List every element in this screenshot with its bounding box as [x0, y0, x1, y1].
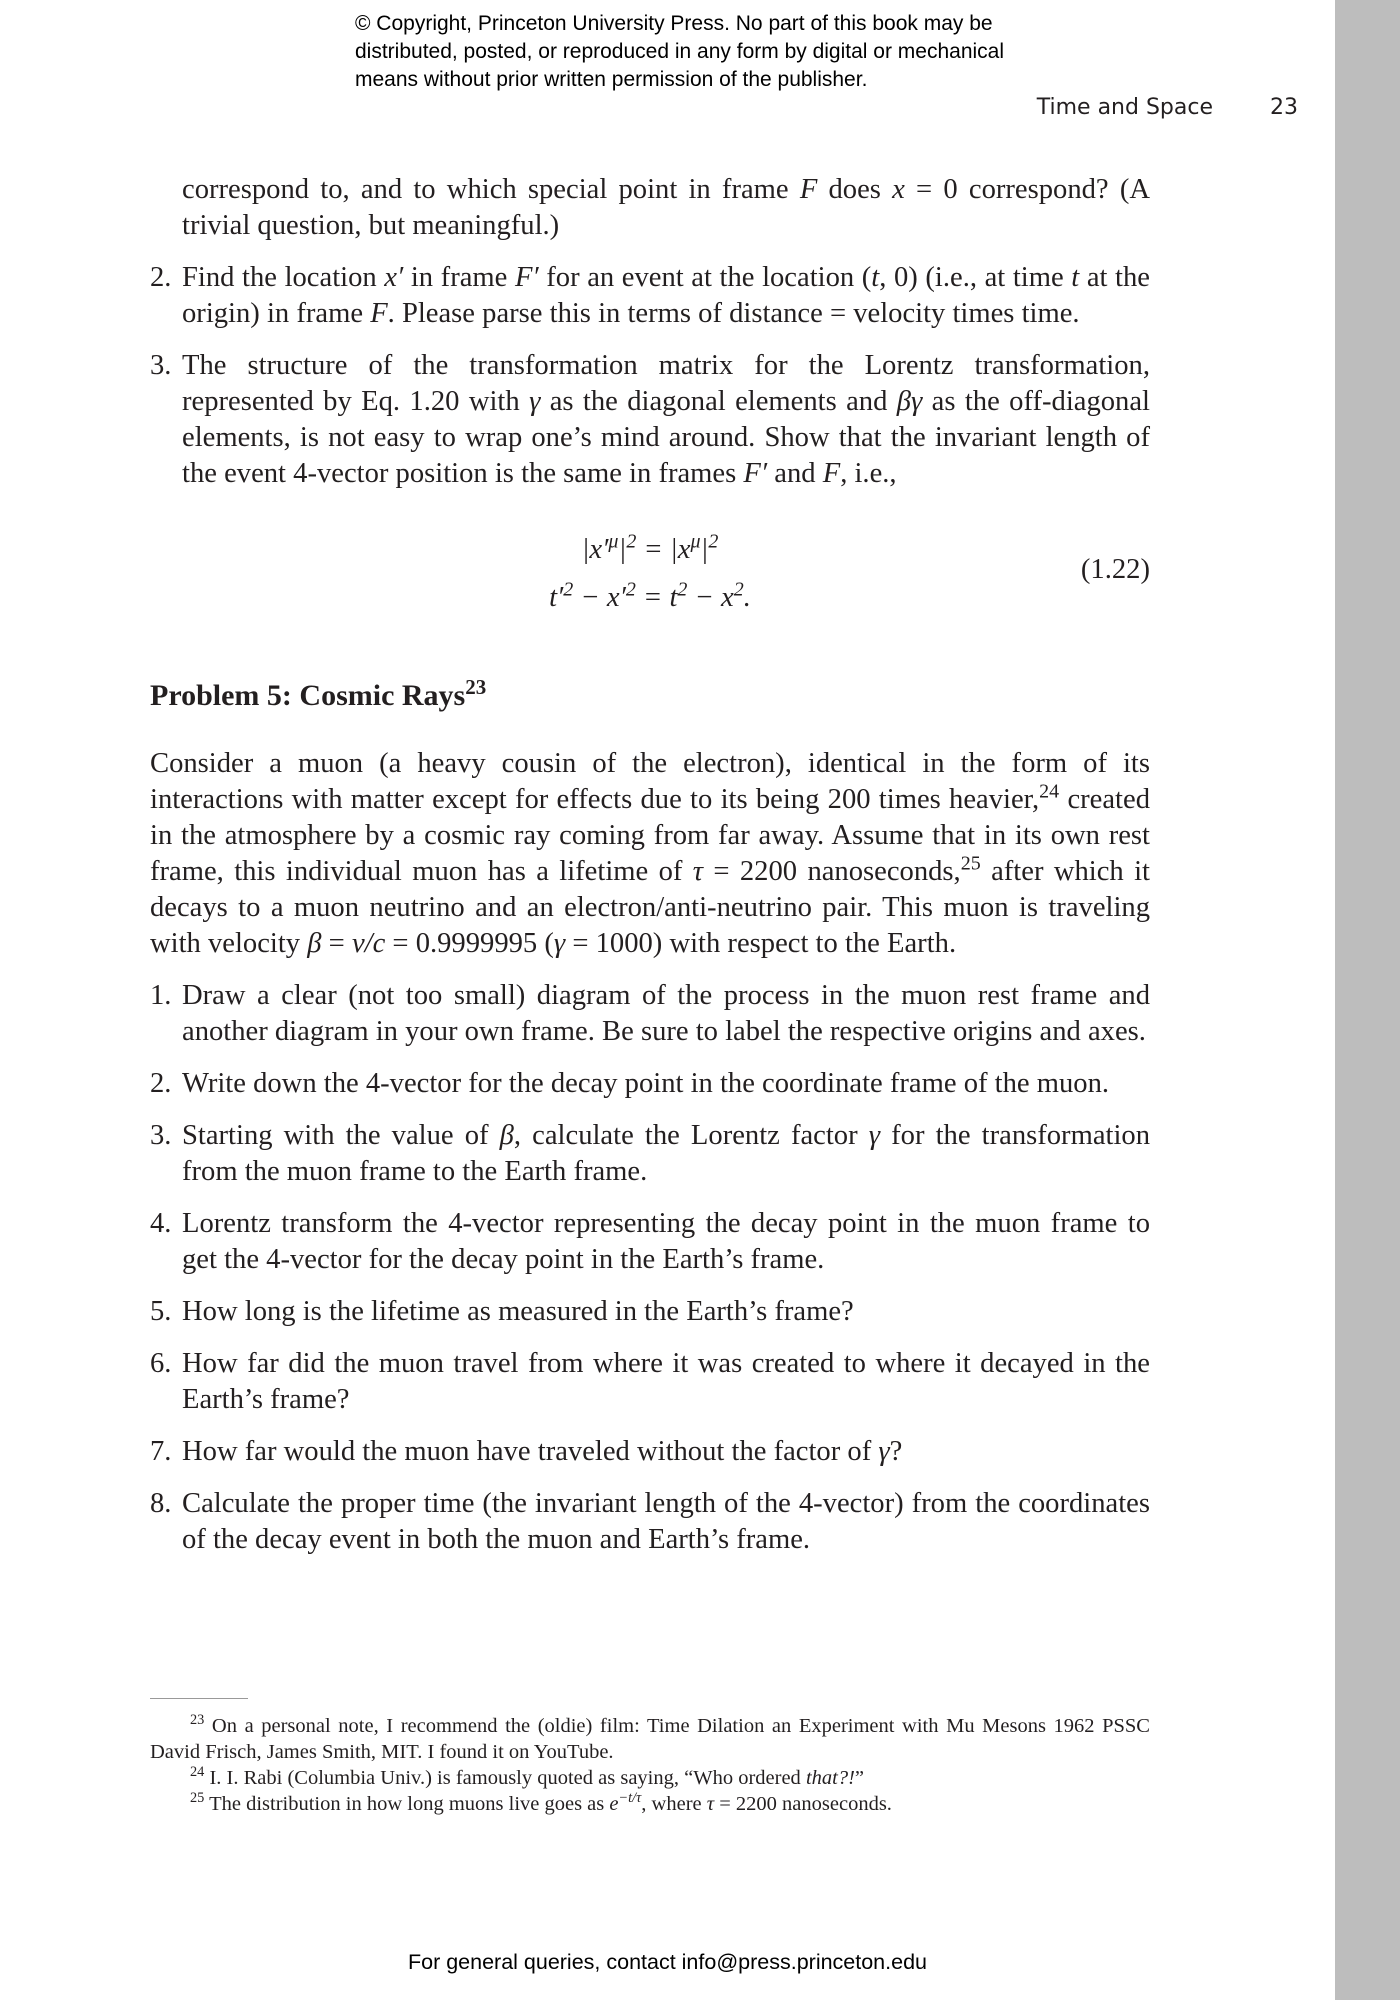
- math: = t: [635, 582, 678, 613]
- superscript: 2: [708, 530, 719, 553]
- text: as the diagonal elements and: [540, 386, 897, 417]
- superscript: 2: [563, 578, 574, 601]
- superscript: 2: [733, 578, 744, 601]
- footnotes: [150, 1713, 1150, 1817]
- item-number: 7.: [150, 1436, 172, 1467]
- text: Write down the 4-vector for the decay point in the coordinate frame of the muon.: [182, 1068, 1110, 1099]
- list-item: [150, 348, 1150, 492]
- text: does: [817, 174, 893, 205]
- math: − x: [687, 582, 734, 613]
- list-item: [150, 1294, 1150, 1330]
- math: = |x: [636, 534, 691, 565]
- superscript: μ: [690, 530, 701, 553]
- math: |: [618, 534, 627, 565]
- math: |: [700, 534, 709, 565]
- text: Draw a clear (not too small) diagram of the process in the muon rest frame and another diagram in your own frame. Be sure to label the respective origins and axes.: [182, 980, 1150, 1047]
- text: The distribution in how long muons live goes as: [204, 1793, 610, 1815]
- math-var: F: [799, 174, 818, 205]
- text: Calculate the proper time (the invariant length of the 4-vector) from the coordinates of the decay event in both the muon and Earth’s frame.: [182, 1488, 1150, 1555]
- item-number: 2.: [150, 1068, 172, 1099]
- footnote-25: [150, 1791, 1150, 1817]
- math-var: F′: [514, 262, 539, 293]
- question-list-1: [150, 260, 1150, 492]
- math: t′: [549, 582, 564, 613]
- math-var: γ: [553, 928, 566, 959]
- item-number: 8.: [150, 1488, 172, 1519]
- item-number: 3.: [150, 350, 172, 381]
- text: = 1000) with respect to the Earth.: [565, 928, 957, 959]
- math: |x′: [581, 534, 609, 565]
- math-var: t: [871, 262, 880, 293]
- text: correspond to, and to which special point in frame: [182, 174, 800, 205]
- text: = 2200 nanoseconds,: [703, 856, 961, 887]
- math: − x′: [573, 582, 626, 613]
- equation-line: [150, 580, 1150, 616]
- math-var: γ: [868, 1120, 881, 1151]
- math-var: β: [307, 928, 322, 959]
- math-var: x′: [384, 262, 404, 293]
- math-var: τ: [692, 856, 703, 887]
- footnote-24: [150, 1765, 1150, 1791]
- text: Lorentz transform the 4-vector representing the decay point in the muon frame to get the 4-vector for the decay point in the Earth’s frame.: [182, 1208, 1150, 1275]
- list-item: [150, 1206, 1150, 1278]
- text: created in the atmosphere by a cosmic ray coming from far away. Assume that in its own rest frame, this individual muon has a lifetime of: [150, 784, 1150, 887]
- superscript: 2: [677, 578, 688, 601]
- math-var: β: [499, 1120, 514, 1151]
- list-item: [150, 978, 1150, 1050]
- list-item: [150, 260, 1150, 332]
- superscript: μ: [608, 530, 619, 553]
- footnote-number: 24: [190, 1764, 205, 1781]
- text: ”: [854, 1767, 865, 1789]
- math: .: [743, 582, 751, 613]
- list-item: [150, 1118, 1150, 1190]
- copyright-line: means without prior written permission of the publisher.: [355, 68, 868, 91]
- footnote-ref: 25: [960, 852, 981, 875]
- text: as the off-diagonal elements, is not easy to wrap one’s mind around. Show that the invariant length of the event 4-vector position is the same in frames: [182, 386, 1150, 489]
- text: How far did the muon travel from where it was created to where it decayed in the Earth’s frame?: [182, 1348, 1150, 1415]
- text: = 0.9999995 (: [385, 928, 554, 959]
- text: I. I. Rabi (Columbia Univ.) is famously quoted as saying, “Who ordered: [204, 1767, 806, 1789]
- text: =: [321, 928, 352, 959]
- math-var: τ: [706, 1793, 715, 1815]
- superscript: 2: [626, 530, 637, 553]
- item-number: 5.: [150, 1296, 172, 1327]
- text: , calculate the Lorentz factor: [513, 1120, 869, 1151]
- superscript: −t/τ: [618, 1790, 642, 1807]
- text: = 2200 nanoseconds.: [714, 1793, 892, 1815]
- text: Consider a muon (a heavy cousin of the electron), identical in the form of its interactions with matter except for effects due to its being 200 times heavier,: [150, 748, 1150, 815]
- question-list-2: [150, 978, 1150, 1558]
- section-heading: [150, 675, 1150, 714]
- text: Find the location: [182, 262, 385, 293]
- list-item: [150, 1066, 1150, 1102]
- footnote-number: 23: [190, 1712, 205, 1729]
- text-italic: that?!: [805, 1767, 855, 1789]
- math-var: F: [822, 458, 841, 489]
- text: How far would the muon have traveled without the factor of: [182, 1436, 879, 1467]
- item-number: 1.: [150, 980, 172, 1011]
- footnote-23: [150, 1713, 1150, 1765]
- equation-1-22: [150, 520, 1150, 638]
- item-number: 2.: [150, 262, 172, 293]
- footnote-rule: [150, 1698, 248, 1699]
- copyright-line: © Copyright, Princeton University Press. No part of this book may be: [355, 12, 993, 35]
- text: On a personal note, I recommend the (oldie) film: Time Dilation an Experiment with Mu Mesons 1962 PSSC David Frisch, James Smith, MIT. I found it on YouTube.: [150, 1715, 1150, 1763]
- equation-line: [150, 532, 1150, 568]
- item-number: 4.: [150, 1208, 172, 1239]
- text: for an event at the location (: [538, 262, 872, 293]
- text: The structure of the transformation matrix for the Lorentz transformation, represented by Eq. 1.20 with: [182, 350, 1150, 417]
- text: , i.e.,: [840, 458, 897, 489]
- text: . Please parse this in terms of distance = velocity times time.: [387, 298, 1080, 329]
- text: Starting with the value of: [182, 1120, 500, 1151]
- item-number: 6.: [150, 1348, 172, 1379]
- list-item: [150, 1434, 1150, 1470]
- footnote-number: 25: [190, 1790, 205, 1807]
- text: in frame: [403, 262, 515, 293]
- equation-number: (1.22): [1080, 554, 1150, 585]
- heading-text: Problem 5: Cosmic Rays: [150, 679, 466, 712]
- page-body: [150, 172, 1150, 1558]
- copyright-line: distributed, posted, or reproduced in any form by digital or mechanical: [355, 40, 1005, 63]
- math-var: e: [609, 1793, 619, 1815]
- math-var: γ: [529, 386, 541, 417]
- footnote-ref: 23: [465, 675, 487, 699]
- text: at the origin) in frame: [182, 262, 1150, 329]
- continued-question: [150, 172, 1150, 244]
- running-head: [0, 95, 1400, 125]
- list-item: [150, 1486, 1150, 1558]
- math-var: γ: [878, 1436, 890, 1467]
- section-title: Time and Space: [1036, 95, 1213, 120]
- text: for the transformation from the muon frame to the Earth frame.: [182, 1120, 1150, 1187]
- text: = 0 correspond? (A trivial question, but meaningful.): [182, 174, 1150, 241]
- text: after which it decays to a muon neutrino and an electron/anti-neutrino pair. This muon is traveling with velocity: [150, 856, 1150, 959]
- text: , 0) (i.e., at time: [879, 262, 1072, 293]
- copyright-notice: [355, 10, 1075, 94]
- text: ?: [889, 1436, 903, 1467]
- math-var: βγ: [896, 386, 923, 417]
- math-var: v/c: [351, 928, 386, 959]
- contact-note: For general queries, contact info@press.princeton.edu: [407, 1950, 927, 1974]
- text: and: [767, 458, 823, 489]
- text: How long is the lifetime as measured in the Earth’s frame?: [182, 1296, 854, 1327]
- footnote-ref: 24: [1039, 780, 1060, 803]
- text: , where: [641, 1793, 707, 1815]
- item-number: 3.: [150, 1120, 172, 1151]
- page-gutter: [1335, 0, 1400, 2000]
- math-var: F′: [743, 458, 768, 489]
- superscript: 2: [625, 578, 636, 601]
- math-var: x: [892, 174, 905, 205]
- page-number: 23: [1270, 95, 1298, 120]
- math-var: F: [370, 298, 388, 329]
- math-var: t: [1071, 262, 1080, 293]
- problem-paragraph: [150, 746, 1150, 962]
- list-item: [150, 1346, 1150, 1418]
